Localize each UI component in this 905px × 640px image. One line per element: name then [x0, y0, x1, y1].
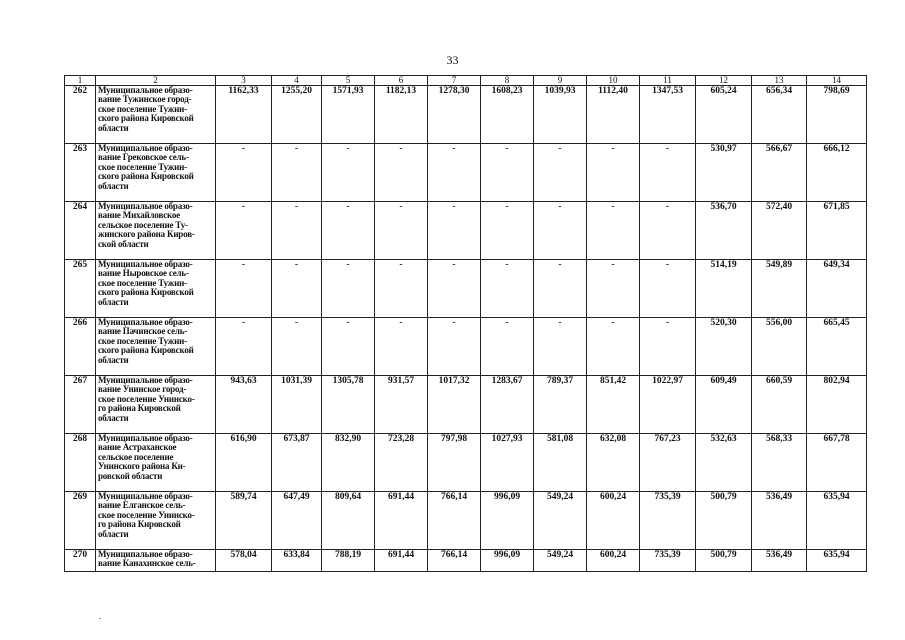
municipality-name-line: вание Астраханское: [98, 442, 177, 453]
table-row: [65, 144, 867, 202]
value-cell: 735,39: [640, 492, 696, 550]
column-header: 8: [481, 76, 534, 86]
column-header: 10: [587, 76, 640, 86]
municipality-name-line: ского района Кировской: [98, 171, 194, 182]
value-cell: -: [428, 318, 481, 376]
value-cell: -: [534, 202, 587, 260]
value-cell: 600,24: [587, 492, 640, 550]
column-header: 2: [96, 76, 216, 86]
value-cell: 789,37: [534, 376, 587, 434]
value-cell: 767,23: [640, 434, 696, 492]
municipality-name-cell: [96, 144, 216, 202]
value-cell: 665,45: [807, 318, 867, 376]
value-cell: -: [587, 318, 640, 376]
municipality-name-line: го района Кировской: [98, 403, 181, 414]
value-cell: 1305,78: [322, 376, 375, 434]
municipality-name-cell: [96, 434, 216, 492]
value-cell: 671,85: [807, 202, 867, 260]
value-cell: 549,89: [752, 260, 807, 318]
municipality-name-line: области: [98, 122, 129, 133]
value-cell: 635,94: [807, 492, 867, 550]
value-cell: 566,67: [752, 144, 807, 202]
value-cell: 635,94: [807, 550, 867, 572]
value-cell: 514,19: [696, 260, 752, 318]
municipality-name-line: Унинского района Ки-: [98, 461, 186, 472]
value-cell: -: [216, 202, 272, 260]
municipality-name-line: ское поселение Унинско-: [98, 393, 195, 404]
value-cell: 530,97: [696, 144, 752, 202]
value-cell: 1112,40: [587, 86, 640, 144]
value-cell: 1022,97: [640, 376, 696, 434]
value-cell: 1608,23: [481, 86, 534, 144]
value-cell: 832,90: [322, 434, 375, 492]
column-header: 5: [322, 76, 375, 86]
value-cell: 656,34: [752, 86, 807, 144]
value-cell: -: [587, 260, 640, 318]
row-number-cell: 267: [65, 376, 96, 434]
row-number-cell: 266: [65, 318, 96, 376]
municipality-name-line: вание Ныровское сель-: [98, 268, 189, 279]
column-header: 12: [696, 76, 752, 86]
value-cell: 572,40: [752, 202, 807, 260]
value-cell: -: [428, 260, 481, 318]
value-cell: 633,84: [272, 550, 322, 572]
value-cell: 536,49: [752, 492, 807, 550]
municipality-name-line: вание Грековское сель-: [98, 152, 189, 163]
value-cell: -: [272, 144, 322, 202]
value-cell: 1571,93: [322, 86, 375, 144]
value-cell: 766,14: [428, 550, 481, 572]
value-cell: -: [534, 144, 587, 202]
municipality-name-line: вание Михайловское: [98, 210, 180, 221]
value-cell: -: [322, 144, 375, 202]
value-cell: -: [481, 202, 534, 260]
table-row: [65, 86, 867, 144]
value-cell: -: [375, 202, 428, 260]
value-cell: 1283,67: [481, 376, 534, 434]
value-cell: -: [272, 318, 322, 376]
column-header: 7: [428, 76, 481, 86]
value-cell: -: [428, 144, 481, 202]
municipality-name-line: ское поселение Тужин-: [98, 161, 187, 172]
municipality-name-line: области: [98, 412, 129, 423]
table-row: [65, 492, 867, 550]
value-cell: 667,78: [807, 434, 867, 492]
municipality-name-line: Муниципальное образо-: [98, 317, 193, 327]
value-cell: 673,87: [272, 434, 322, 492]
municipality-name-line: области: [98, 180, 129, 191]
municipality-name-line: сельское поселение: [98, 451, 174, 462]
value-cell: 500,79: [696, 550, 752, 572]
value-cell: 1031,39: [272, 376, 322, 434]
value-cell: 788,19: [322, 550, 375, 572]
value-cell: 549,24: [534, 550, 587, 572]
municipality-name-line: ского района Кировской: [98, 287, 194, 298]
value-cell: 809,64: [322, 492, 375, 550]
table-row: [65, 434, 867, 492]
value-cell: -: [322, 318, 375, 376]
value-cell: 609,49: [696, 376, 752, 434]
value-cell: -: [216, 144, 272, 202]
municipality-name-line: го района Кировской: [98, 519, 181, 530]
municipality-name-line: ского района Кировской: [98, 113, 194, 124]
value-cell: 691,44: [375, 550, 428, 572]
municipality-name-line: Муниципальное образо-: [98, 143, 193, 153]
value-cell: 666,12: [807, 144, 867, 202]
table-header: [65, 76, 867, 86]
municipality-name-line: области: [98, 354, 129, 365]
row-number-cell: 265: [65, 260, 96, 318]
value-cell: 802,94: [807, 376, 867, 434]
value-cell: -: [640, 144, 696, 202]
municipality-name-line: Муниципальное образо-: [98, 259, 193, 269]
value-cell: -: [534, 260, 587, 318]
value-cell: 578,04: [216, 550, 272, 572]
municipality-name-line: области: [98, 296, 129, 307]
value-cell: -: [640, 318, 696, 376]
value-cell: 568,33: [752, 434, 807, 492]
municipality-name-line: ского района Кировской: [98, 345, 194, 356]
municipality-name-line: ское поселение Тужин-: [98, 103, 187, 114]
municipality-name-line: Муниципальное образо-: [98, 201, 193, 211]
value-cell: 616,90: [216, 434, 272, 492]
column-header: 3: [216, 76, 272, 86]
municipality-name-line: вание Тужинское город-: [98, 94, 192, 105]
value-cell: 766,14: [428, 492, 481, 550]
value-cell: 996,09: [481, 492, 534, 550]
value-cell: -: [481, 318, 534, 376]
row-number-cell: 264: [65, 202, 96, 260]
value-cell: 600,24: [587, 550, 640, 572]
municipality-name-line: ское поселение Тужин-: [98, 277, 187, 288]
row-number-cell: 269: [65, 492, 96, 550]
value-cell: -: [428, 202, 481, 260]
municipality-name-line: жинского района Киров-: [98, 229, 195, 240]
value-cell: 1039,93: [534, 86, 587, 144]
value-cell: 605,24: [696, 86, 752, 144]
municipality-name-cell: [96, 86, 216, 144]
municipality-name-cell: [96, 376, 216, 434]
municipality-name-line: вание Пачинское сель-: [98, 326, 188, 337]
column-header: 6: [375, 76, 428, 86]
value-cell: -: [272, 202, 322, 260]
value-cell: -: [322, 202, 375, 260]
municipality-name-cell: [96, 318, 216, 376]
value-cell: 1162,33: [216, 86, 272, 144]
value-cell: 691,44: [375, 492, 428, 550]
value-cell: -: [534, 318, 587, 376]
table-row: [65, 376, 867, 434]
value-cell: 1182,13: [375, 86, 428, 144]
value-cell: -: [216, 260, 272, 318]
value-cell: 532,63: [696, 434, 752, 492]
municipality-name-cell: [96, 492, 216, 550]
value-cell: 660,59: [752, 376, 807, 434]
value-cell: 589,74: [216, 492, 272, 550]
value-cell: 1017,32: [428, 376, 481, 434]
row-number-cell: 262: [65, 86, 96, 144]
municipality-name-line: Муниципальное образо-: [98, 549, 193, 559]
value-cell: 647,49: [272, 492, 322, 550]
value-cell: 1278,30: [428, 86, 481, 144]
value-cell: 581,08: [534, 434, 587, 492]
value-cell: 536,70: [696, 202, 752, 260]
value-cell: -: [587, 202, 640, 260]
scan-speck: [99, 618, 101, 619]
column-header: 1: [65, 76, 96, 86]
value-cell: -: [375, 144, 428, 202]
row-number-cell: 263: [65, 144, 96, 202]
value-cell: 649,34: [807, 260, 867, 318]
value-cell: 520,30: [696, 318, 752, 376]
value-cell: 735,39: [640, 550, 696, 572]
value-cell: -: [322, 260, 375, 318]
municipality-name-line: вание Унинское город-: [98, 384, 187, 395]
data-table: [64, 75, 867, 572]
column-header: 4: [272, 76, 322, 86]
value-cell: 996,09: [481, 550, 534, 572]
municipality-name-line: ской области: [98, 238, 149, 249]
municipality-name-line: вание Канахинское сель-: [98, 558, 196, 569]
value-cell: -: [481, 144, 534, 202]
row-number-cell: 270: [65, 550, 96, 572]
value-cell: -: [375, 318, 428, 376]
municipality-name-line: ское поселение Унинско-: [98, 509, 195, 520]
value-cell: 723,28: [375, 434, 428, 492]
page-number: 33: [446, 53, 459, 67]
column-header: 13: [752, 76, 807, 86]
header-row: [65, 76, 867, 86]
value-cell: 851,42: [587, 376, 640, 434]
value-cell: 1255,20: [272, 86, 322, 144]
municipality-name-line: Муниципальное образо-: [98, 375, 193, 385]
value-cell: 556,00: [752, 318, 807, 376]
value-cell: 798,69: [807, 86, 867, 144]
value-cell: -: [375, 260, 428, 318]
value-cell: -: [272, 260, 322, 318]
value-cell: -: [640, 260, 696, 318]
value-cell: 549,24: [534, 492, 587, 550]
table-body: [65, 86, 867, 572]
column-header: 14: [807, 76, 867, 86]
table-row: [65, 318, 867, 376]
municipality-name-line: Муниципальное образо-: [98, 433, 193, 443]
municipality-name-line: ровской области: [98, 470, 163, 481]
value-cell: -: [481, 260, 534, 318]
value-cell: 1027,93: [481, 434, 534, 492]
value-cell: 500,79: [696, 492, 752, 550]
municipality-name-cell: [96, 260, 216, 318]
value-cell: 632,08: [587, 434, 640, 492]
municipality-name-line: ское поселение Тужин-: [98, 335, 187, 346]
column-header: 11: [640, 76, 696, 86]
value-cell: 1347,53: [640, 86, 696, 144]
table-row: [65, 260, 867, 318]
value-cell: 797,98: [428, 434, 481, 492]
value-cell: -: [587, 144, 640, 202]
municipality-name-line: Муниципальное образо-: [98, 491, 193, 501]
municipality-name-line: вание Елганское сель-: [98, 500, 186, 511]
value-cell: 536,49: [752, 550, 807, 572]
value-cell: 931,57: [375, 376, 428, 434]
value-cell: -: [640, 202, 696, 260]
municipality-name-line: сельское поселение Ту-: [98, 219, 188, 230]
municipality-name-line: Муниципальное образо-: [98, 85, 193, 95]
value-cell: 943,63: [216, 376, 272, 434]
row-number-cell: 268: [65, 434, 96, 492]
table-row: [65, 202, 867, 260]
municipality-name-cell: [96, 202, 216, 260]
value-cell: -: [216, 318, 272, 376]
municipality-name-cell: [96, 550, 216, 572]
table-row: [65, 550, 867, 572]
column-header: 9: [534, 76, 587, 86]
municipality-name-line: области: [98, 528, 129, 539]
